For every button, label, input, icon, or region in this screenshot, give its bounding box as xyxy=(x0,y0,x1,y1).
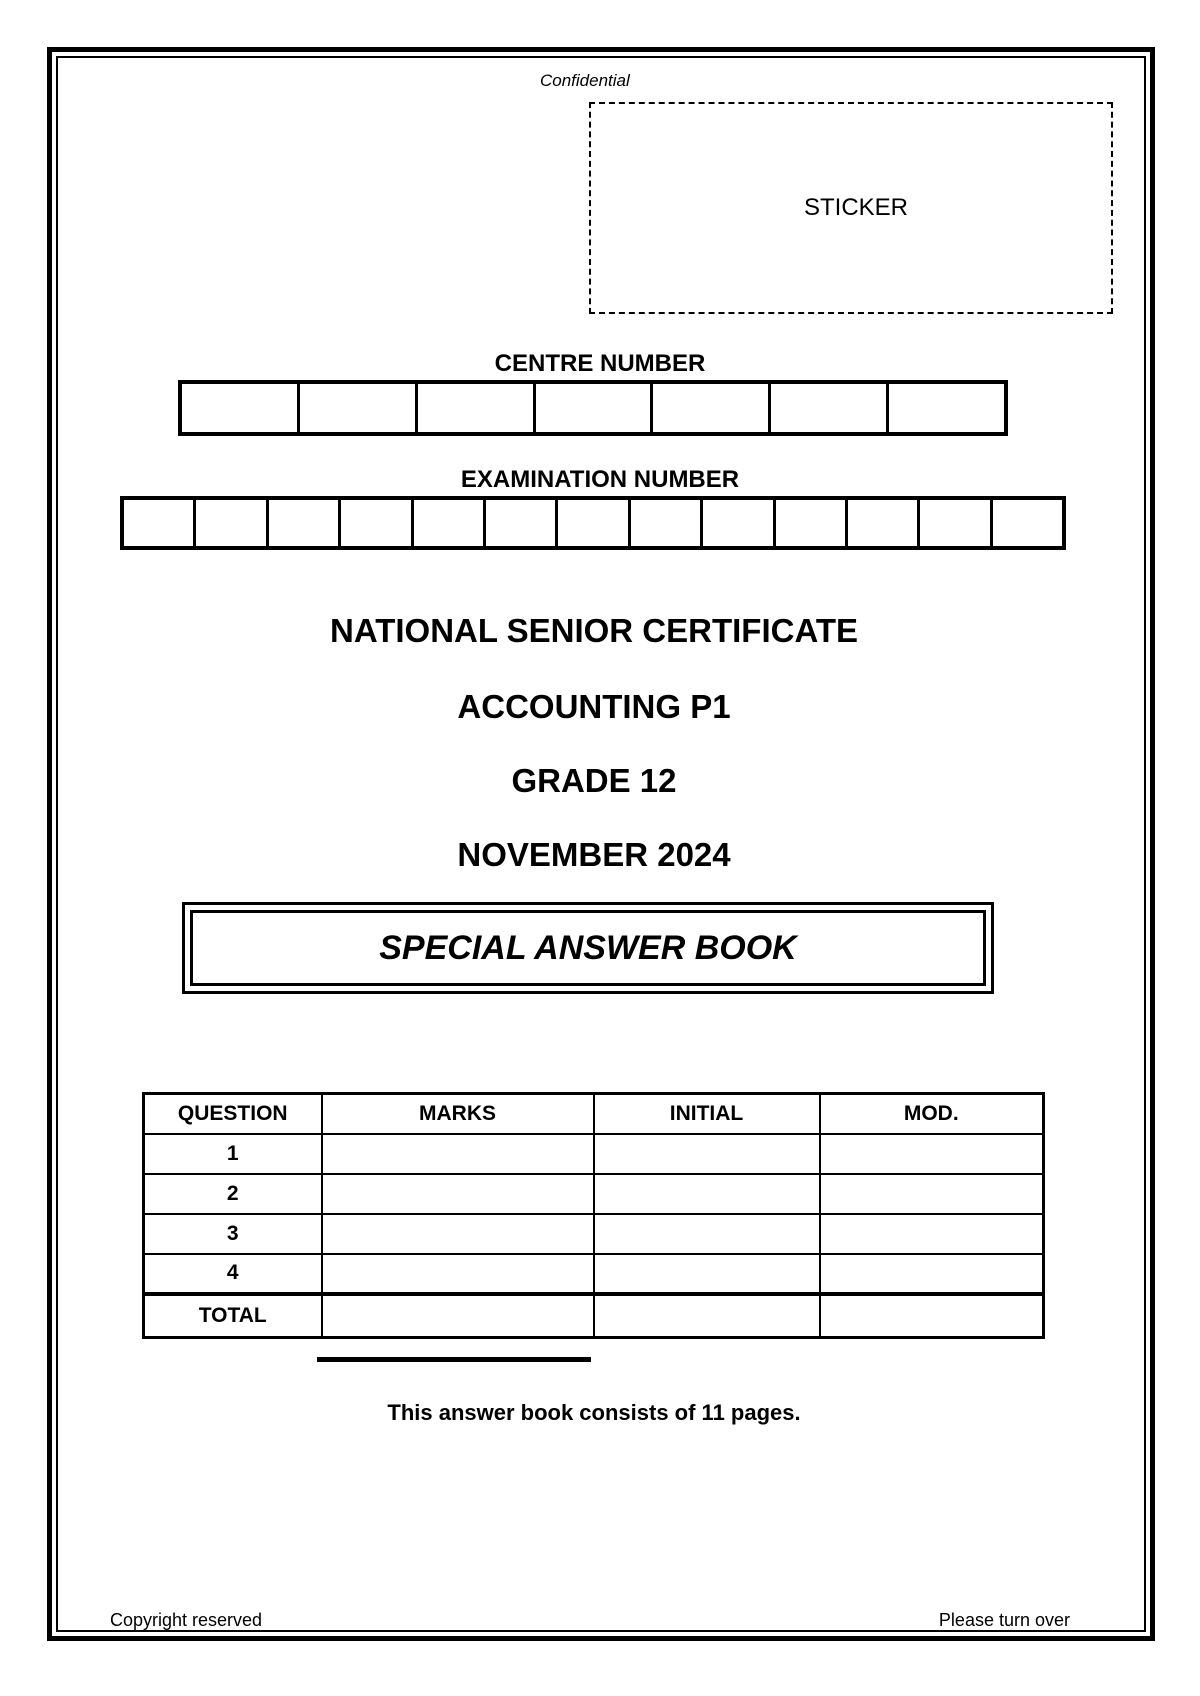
examination-number-digit-box[interactable] xyxy=(486,500,558,546)
header-mod: MOD. xyxy=(820,1094,1044,1134)
confidential-label: Confidential xyxy=(540,71,630,90)
question-number: 4 xyxy=(144,1254,322,1294)
total-row xyxy=(144,1294,1044,1338)
table-row xyxy=(144,1174,1044,1214)
marks-cell[interactable] xyxy=(322,1174,594,1214)
book-type-label: SPECIAL ANSWER BOOK xyxy=(379,928,797,967)
examination-number-digit-box[interactable] xyxy=(848,500,920,546)
total-mod-cell[interactable] xyxy=(820,1294,1044,1338)
centre-number-digit-box[interactable] xyxy=(653,384,771,432)
centre-number-digit-box[interactable] xyxy=(771,384,889,432)
centre-number-digit-box[interactable] xyxy=(536,384,654,432)
mod-cell[interactable] xyxy=(820,1174,1044,1214)
header-question: QUESTION xyxy=(144,1094,322,1134)
marks-table xyxy=(142,1092,1045,1339)
marks-cell[interactable] xyxy=(322,1134,594,1174)
examination-number-digit-box[interactable] xyxy=(920,500,992,546)
page-count-note: This answer book consists of 11 pages. xyxy=(387,1400,801,1425)
initial-cell[interactable] xyxy=(594,1254,820,1294)
marks-table-header-row xyxy=(144,1094,1044,1134)
question-number: 3 xyxy=(144,1214,322,1254)
initial-cell[interactable] xyxy=(594,1214,820,1254)
table-row xyxy=(144,1134,1044,1174)
examination-number-digit-box[interactable] xyxy=(341,500,413,546)
initial-cell[interactable] xyxy=(594,1174,820,1214)
sticker-label: STICKER xyxy=(803,194,908,221)
centre-number-digit-box[interactable] xyxy=(300,384,418,432)
copyright-footer: Copyright reserved xyxy=(110,1610,263,1630)
total-label: TOTAL xyxy=(144,1294,322,1338)
centre-number-digit-box[interactable] xyxy=(889,384,1004,432)
subject-title: ACCOUNTING P1 xyxy=(457,688,731,725)
examination-number-digit-box[interactable] xyxy=(558,500,630,546)
grade-title: GRADE 12 xyxy=(511,762,677,799)
examination-number-digit-box[interactable] xyxy=(414,500,486,546)
header-initial: INITIAL xyxy=(594,1094,820,1134)
certificate-title: NATIONAL SENIOR CERTIFICATE xyxy=(330,612,858,649)
examination-number-digit-box[interactable] xyxy=(196,500,268,546)
sticker-box xyxy=(589,102,1113,314)
examination-number-digit-box[interactable] xyxy=(703,500,775,546)
total-initial-cell[interactable] xyxy=(594,1294,820,1338)
question-number: 2 xyxy=(144,1174,322,1214)
examination-number-digit-box[interactable] xyxy=(631,500,703,546)
examination-number-digit-box[interactable] xyxy=(269,500,341,546)
centre-number-digit-box[interactable] xyxy=(418,384,536,432)
total-double-underline xyxy=(317,1357,591,1362)
centre-number-digit-box[interactable] xyxy=(182,384,300,432)
question-number: 1 xyxy=(144,1134,322,1174)
turn-over-footer: Please turn over xyxy=(938,1610,1070,1630)
header-marks: MARKS xyxy=(322,1094,594,1134)
examination-number-label: EXAMINATION NUMBER xyxy=(460,466,740,493)
examination-number-digit-box[interactable] xyxy=(993,500,1062,546)
examination-number-digit-box[interactable] xyxy=(124,500,196,546)
book-type-box xyxy=(190,910,986,986)
examination-number-boxes xyxy=(120,496,1066,550)
total-marks-cell[interactable] xyxy=(322,1294,594,1338)
initial-cell[interactable] xyxy=(594,1134,820,1174)
marks-cell[interactable] xyxy=(322,1214,594,1254)
centre-number-label: CENTRE NUMBER xyxy=(494,350,706,377)
marks-cell[interactable] xyxy=(322,1254,594,1294)
examination-number-digit-box[interactable] xyxy=(776,500,848,546)
mod-cell[interactable] xyxy=(820,1134,1044,1174)
session-title: NOVEMBER 2024 xyxy=(457,836,731,873)
centre-number-boxes xyxy=(178,380,1008,436)
table-row xyxy=(144,1254,1044,1294)
mod-cell[interactable] xyxy=(820,1254,1044,1294)
table-row xyxy=(144,1214,1044,1254)
mod-cell[interactable] xyxy=(820,1214,1044,1254)
